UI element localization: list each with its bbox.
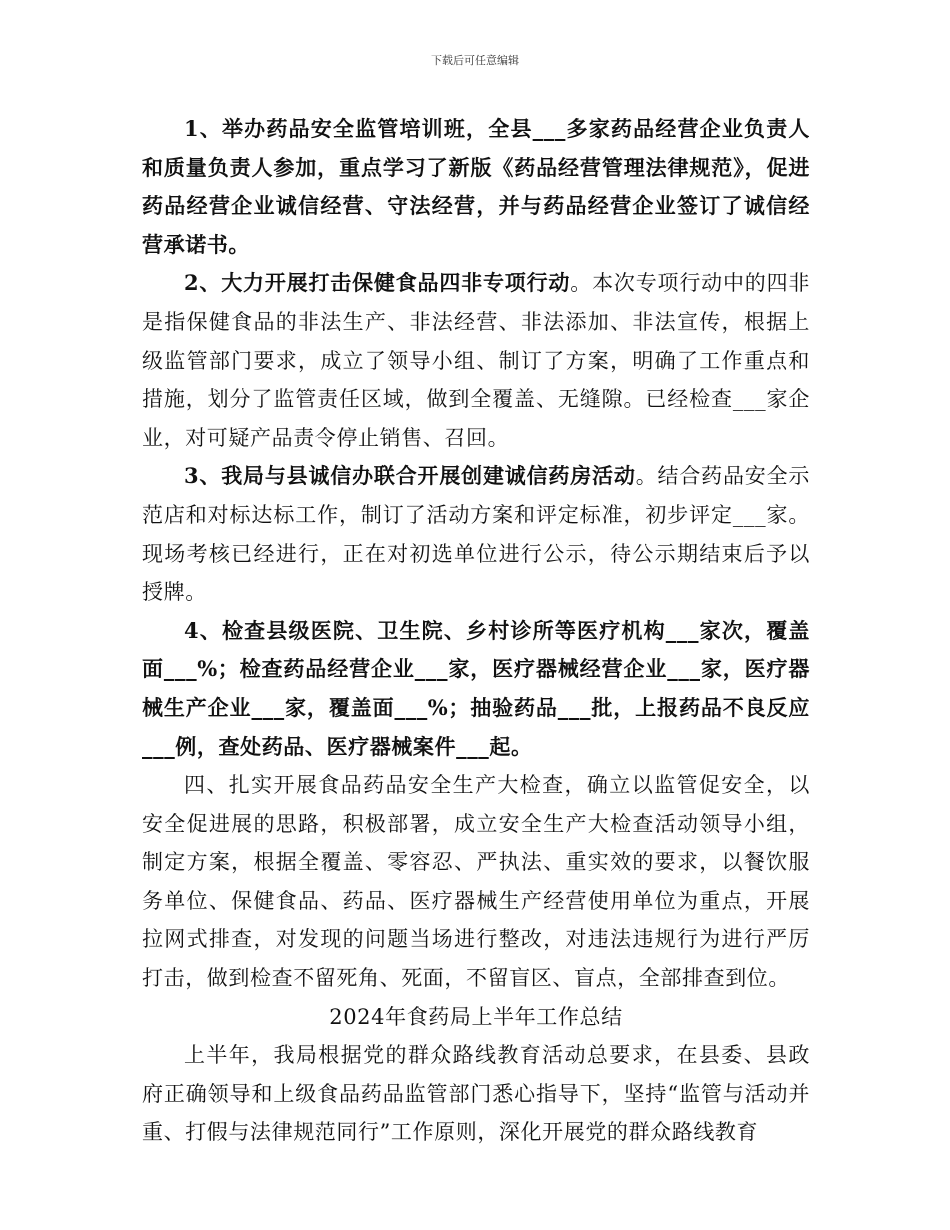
paragraph-inspection-stats: 4、检查县级医院、卫生院、乡村诊所等医疗机构___家次，覆盖面___%；检查药品经营企业___家，医疗器械经营企业___家，医疗器械生产企业___家，覆盖面___%；抽验药品___批，上报药品不良反应___例，查处药品、医疗器械案件___起。 [142,617,810,759]
paragraph-body: 。结合药品安全示范店和对标达标工作，制订了活动方案和评定标准，初步评定___家。现场考核已经进行，正在对初选单位进行公示，待公示期结束后予以授牌。 [142,464,810,605]
document-body [142,110,810,1152]
paragraph-lead: 3、我局与县诚信办联合开展创建诚信药房活动 [184,463,636,489]
paragraph-safety-inspection: 四、扎实开展食品药品安全生产大检查，确立以监管促安全，以安全促进展的思路，积极部署，成立安全生产大检查活动领导小组，制定方案，根据全覆盖、零容忍、严执法、重实效的要求，以餐饮服务单位、保健食品、药品、医疗器械生产经营使用单位为重点，开展拉网式排查，对发现的问题当场进行整改，对违法违规行为进行严厉打击，做到检查不留死角、死面，不留盲区、盲点，全部排查到位。 [142,773,810,991]
page-header: 下载后可任意编辑 [431,54,519,67]
paragraph-health-food-action [142,264,810,457]
paragraph-training: 1、举办药品安全监管培训班，全县___多家药品经营企业负责人和质量负责人参加，重点学习了新版《药品经营管理法律规范》，促进药品经营企业诚信经营、守法经营，并与药品经营企业签订了诚信经营承诺书。 [142,116,810,257]
paragraph-summary-intro: 上半年，我局根据党的群众路线教育活动总要求，在县委、县政府正确领导和上级食品药品监管部门悉心指导下，坚持“监管与活动并重、打假与法律规范同行”工作原则，深化开展党的群众路线教育 [142,1043,810,1145]
section-title: 2024年食药局上半年工作总结 [329,1004,623,1029]
paragraph-honest-pharmacy [142,457,810,611]
paragraph-lead: 2、大力开展打击保健食品四非专项行动 [184,270,571,296]
paragraph-body: 。本次专项行动中的四非是指保健食品的非法生产、非法经营、非法添加、非法宣传，根据上级监管部门要求，成立了领导小组、制订了方案，明确了工作重点和措施，划分了监管责任区域，做到全覆盖、无缝隙。已经检查___家企业，对可疑产品责令停止销售、召回。 [142,271,810,450]
